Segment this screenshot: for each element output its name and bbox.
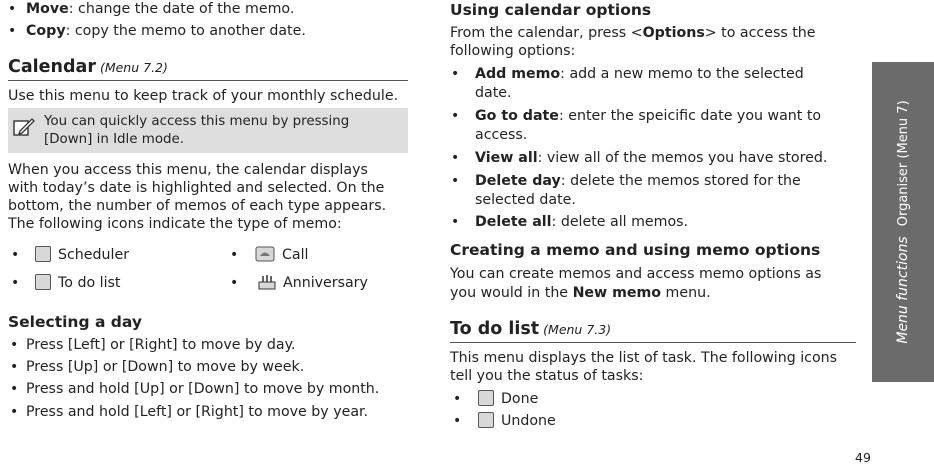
bullet: • [11, 275, 20, 291]
para-line: with today’s date is highlighted and selected. On the [8, 180, 385, 196]
undone-label: Undone [501, 413, 556, 429]
para-line: The following icons indicate the type of memo: [8, 216, 342, 232]
bullet: • [451, 150, 460, 166]
option-go-to-date-cont: access. [475, 127, 528, 143]
option-view-all: View all: view all of the memos you have stored. [475, 150, 828, 166]
call-icon [255, 245, 275, 263]
selecting-day-heading: Selecting a day [8, 313, 142, 331]
scheduler-icon [35, 246, 51, 262]
page-number: 49 [855, 450, 871, 465]
bullet: • [451, 173, 460, 189]
call-label: Call [282, 247, 309, 263]
option-add-memo-cont: date. [475, 85, 512, 101]
anniversary-label: Anniversary [283, 275, 368, 291]
move-bullet: Move: change the date of the memo. [26, 1, 295, 17]
bullet: • [451, 66, 460, 82]
todo-label: To do list [58, 275, 121, 291]
create-text: You can create memos and access memo options as [450, 266, 822, 282]
todo-icon [35, 274, 51, 290]
bullet: • [451, 108, 460, 124]
option-add-memo: Add memo: add a new memo to the selected [475, 66, 804, 82]
bullet: • [8, 23, 17, 39]
select-item: Press [Left] or [Right] to move by day. [26, 337, 296, 353]
bullet: • [453, 413, 462, 429]
divider [8, 80, 408, 81]
select-item: Press [Up] or [Down] to move by week. [26, 359, 305, 375]
note-box [8, 108, 408, 153]
divider [450, 342, 856, 343]
option-go-to-date: Go to date: enter the speicific date you want to [475, 108, 822, 124]
todo-text: tell you the status of tasks: [450, 368, 644, 384]
select-item: Press and hold [Up] or [Down] to move by month. [26, 381, 380, 397]
bullet: • [453, 391, 462, 407]
creating-memo-heading: Creating a memo and using memo options [450, 241, 821, 259]
calendar-options-heading: Using calendar options [450, 1, 652, 19]
todo-list-heading: To do list (Menu 7.3) [450, 319, 612, 339]
note-text: You can quickly access this menu by pressing [Down] in Idle mode. [44, 114, 350, 147]
done-label: Done [501, 391, 539, 407]
bullet: • [451, 214, 460, 230]
note-pencil-icon [13, 117, 35, 137]
select-item: Press and hold [Left] or [Right] to move by year. [26, 404, 369, 420]
bullet: • [10, 359, 19, 375]
bullet: • [10, 404, 19, 420]
calendar-intro: Use this menu to keep track of your monthly schedule. [8, 88, 399, 104]
undone-icon [478, 412, 494, 428]
bullet: • [11, 247, 20, 263]
option-delete-day-cont: selected date. [475, 192, 576, 208]
bullet: • [230, 247, 239, 263]
bullet: • [230, 275, 239, 291]
para-line: bottom, the number of memos of each type appears. [8, 198, 387, 214]
para-line: When you access this menu, the calendar displays [8, 162, 368, 178]
anniversary-icon [257, 273, 277, 291]
bullet: • [10, 381, 19, 397]
done-icon [478, 390, 494, 406]
option-delete-all: Delete all: delete all memos. [475, 214, 689, 230]
scheduler-label: Scheduler [58, 247, 130, 263]
section-tab [872, 62, 934, 382]
create-text: you would in the New memo menu. [450, 285, 711, 301]
section-tab-label: Menu functionsOrganiser (Menu 7) [895, 100, 911, 344]
options-intro: following options: [450, 43, 576, 59]
bullet: • [10, 337, 19, 353]
options-intro: From the calendar, press <Options> to access the [450, 25, 816, 41]
calendar-heading: Calendar (Menu 7.2) [8, 57, 168, 77]
todo-text: This menu displays the list of task. The following icons [450, 350, 838, 366]
option-delete-day: Delete day: delete the memos stored for the [475, 173, 801, 189]
bullet: • [8, 1, 17, 17]
copy-bullet: Copy: copy the memo to another date. [26, 23, 306, 39]
